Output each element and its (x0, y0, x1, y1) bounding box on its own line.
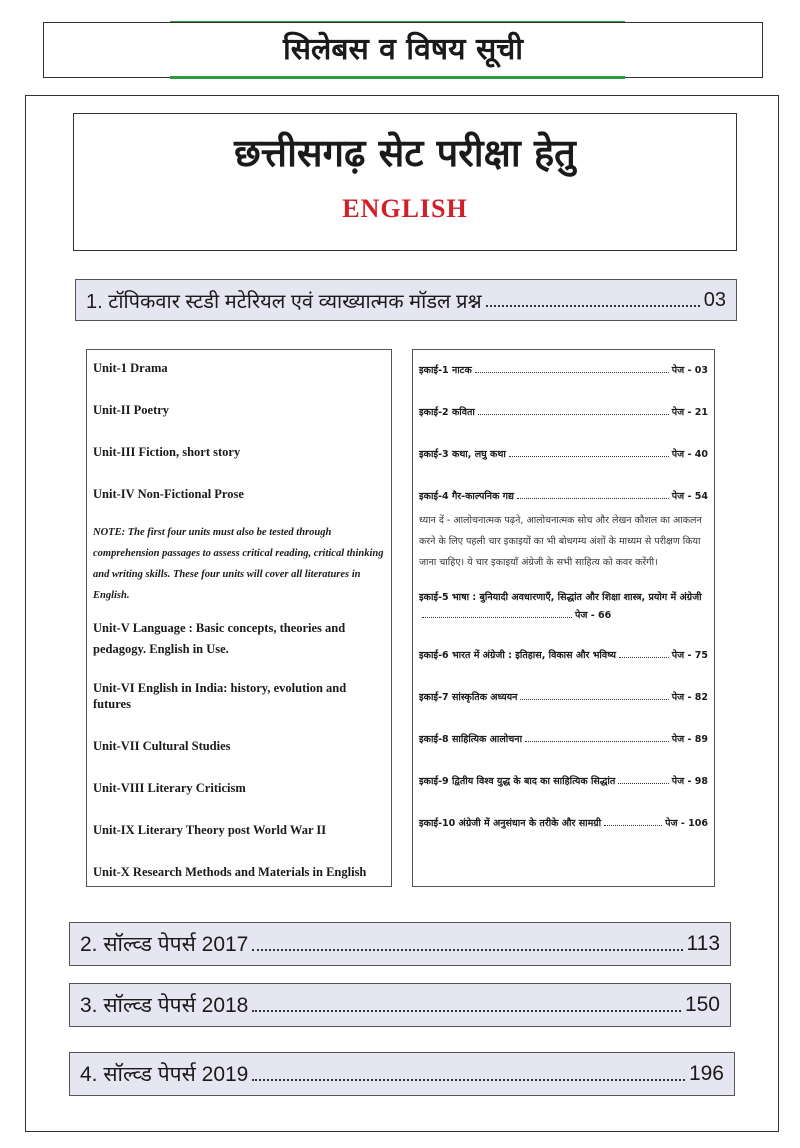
leader-dots (252, 1010, 681, 1012)
unit-en-2: Unit-II Poetry (93, 403, 170, 417)
unit-hi-page: पेज - 03 (671, 365, 708, 376)
unit-hi-label: इकाई-4 गैर-काल्पनिक गद्य (419, 491, 515, 502)
unit-hi-page: पेज - 54 (671, 491, 708, 502)
unit-hi-3 (419, 448, 708, 462)
unit-en-6: Unit-VI English in India: history, evolution and futures (93, 681, 347, 711)
unit-en-3: Unit-III Fiction, short story (93, 445, 241, 459)
unit-en-9: Unit-IX Literary Theory post World War II (93, 823, 327, 837)
leader-dots (509, 456, 669, 457)
leader-dots (520, 699, 668, 700)
leader-dots (486, 305, 700, 307)
unit-hi-label: इकाई-6 भारत में अंग्रेजी : इतिहास, विकास और भविष्य (419, 650, 617, 661)
unit-en-1: Unit-1 Drama (93, 361, 168, 375)
leader-dots (422, 617, 572, 618)
unit-hi-2 (419, 406, 708, 420)
section-solved-2019 (69, 1052, 735, 1096)
unit-en-4: Unit-IV Non-Fictional Prose (93, 487, 244, 501)
header-title: सिलेबस व विषय सूची (282, 32, 524, 67)
subject-name: ENGLISH (342, 194, 468, 223)
leader-dots (618, 783, 668, 784)
unit-hi-label: इकाई-8 साहित्यिक आलोचना (419, 734, 523, 745)
unit-hi-label: इकाई-5 भाषा : बुनियादी अवधारणाएँ, सिद्धांत और शिक्षा शास्त्र, प्रयोग में अंग्रेजी (419, 592, 702, 603)
leader-dots (517, 498, 669, 499)
unit-hi-7 (419, 691, 708, 705)
unit-hi-page: पेज - 82 (671, 692, 708, 703)
section-solved-2018 (69, 983, 731, 1027)
unit-hi-page: पेज - 89 (671, 734, 708, 745)
note-english: NOTE: The first four units must also be tested through comprehension passages to assess critical reading, critical thinking and writing skills. These four units will cover all literatures in English. (93, 527, 384, 601)
section-label: 2. सॉल्व्ड पेपर्स 2017 (80, 933, 249, 956)
unit-hi-4 (419, 490, 708, 504)
leader-dots (252, 1079, 685, 1081)
section-label: 3. सॉल्व्ड पेपर्स 2018 (80, 994, 249, 1017)
unit-hi-label: इकाई-9 द्वितीय विश्व युद्ध के बाद का साहित्यिक सिद्धांत (419, 776, 616, 787)
unit-hi-label: इकाई-10 अंग्रेजी में अनुसंधान के तरीके और सामग्री (419, 818, 602, 829)
section-solved-2017 (69, 922, 731, 966)
leader-dots (475, 372, 669, 373)
section-topicwise-material (75, 279, 737, 321)
unit-hi-page: पेज - 98 (671, 776, 708, 787)
unit-hi-page: पेज - 66 (575, 610, 612, 621)
units-english-list (86, 349, 392, 887)
leader-dots (252, 949, 682, 951)
title-box (73, 113, 737, 251)
unit-en-5: Unit-V Language : Basic concepts, theories and pedagogy. English in Use. (93, 621, 346, 656)
unit-hi-page: पेज - 75 (671, 650, 708, 661)
unit-hi-page: पेज - 40 (671, 449, 708, 460)
note-hindi: ध्यान दें - आलोचनात्मक पढ़ने, आलोचनात्मक सोच और लेखन कौशल का आकलन करने के लिए पहली चार इकाइयों का भी बोधगम्य अंशों के माध्यम से परीक्षण किया जाना चाहिए। ये चार इकाइयाँ अंग्रेजी के सभी साहित्य को कवर करेंगी। (419, 515, 702, 568)
unit-hi-label: इकाई-3 कथा, लघु कथा (419, 449, 506, 460)
unit-hi-label: इकाई-2 कविता (419, 407, 475, 418)
unit-en-7: Unit-VII Cultural Studies (93, 739, 231, 753)
unit-hi-label: इकाई-7 सांस्कृतिक अध्ययन (419, 692, 518, 703)
leader-dots (619, 657, 669, 658)
section-label: 1. टॉपिकवार स्टडी मटेरियल एवं व्याख्यात्मक मॉडल प्रश्न (86, 290, 482, 313)
units-hindi-list (412, 349, 715, 887)
unit-hi-page: पेज - 106 (665, 818, 708, 829)
unit-hi-1 (419, 364, 708, 378)
unit-hi-page: पेज - 21 (671, 407, 708, 418)
section-page: 113 (686, 932, 720, 955)
unit-hi-6 (419, 649, 708, 663)
unit-hi-label: इकाई-1 नाटक (419, 365, 472, 376)
header-accent-bottom (170, 76, 625, 79)
unit-hi-5 (419, 589, 708, 625)
leader-dots (525, 741, 669, 742)
unit-hi-10 (419, 817, 708, 831)
leader-dots (478, 414, 669, 415)
main-title: छत्तीसगढ़ सेट परीक्षा हेतु (234, 131, 576, 175)
unit-en-10: Unit-X Research Methods and Materials in English (93, 865, 367, 879)
unit-en-8: Unit-VIII Literary Criticism (93, 781, 246, 795)
section-page: 150 (684, 993, 720, 1016)
unit-hi-9 (419, 775, 708, 789)
section-page: 196 (688, 1062, 724, 1085)
section-page: 03 (703, 288, 726, 311)
unit-hi-8 (419, 733, 708, 747)
leader-dots (604, 825, 662, 826)
section-label: 4. सॉल्व्ड पेपर्स 2019 (80, 1063, 249, 1086)
